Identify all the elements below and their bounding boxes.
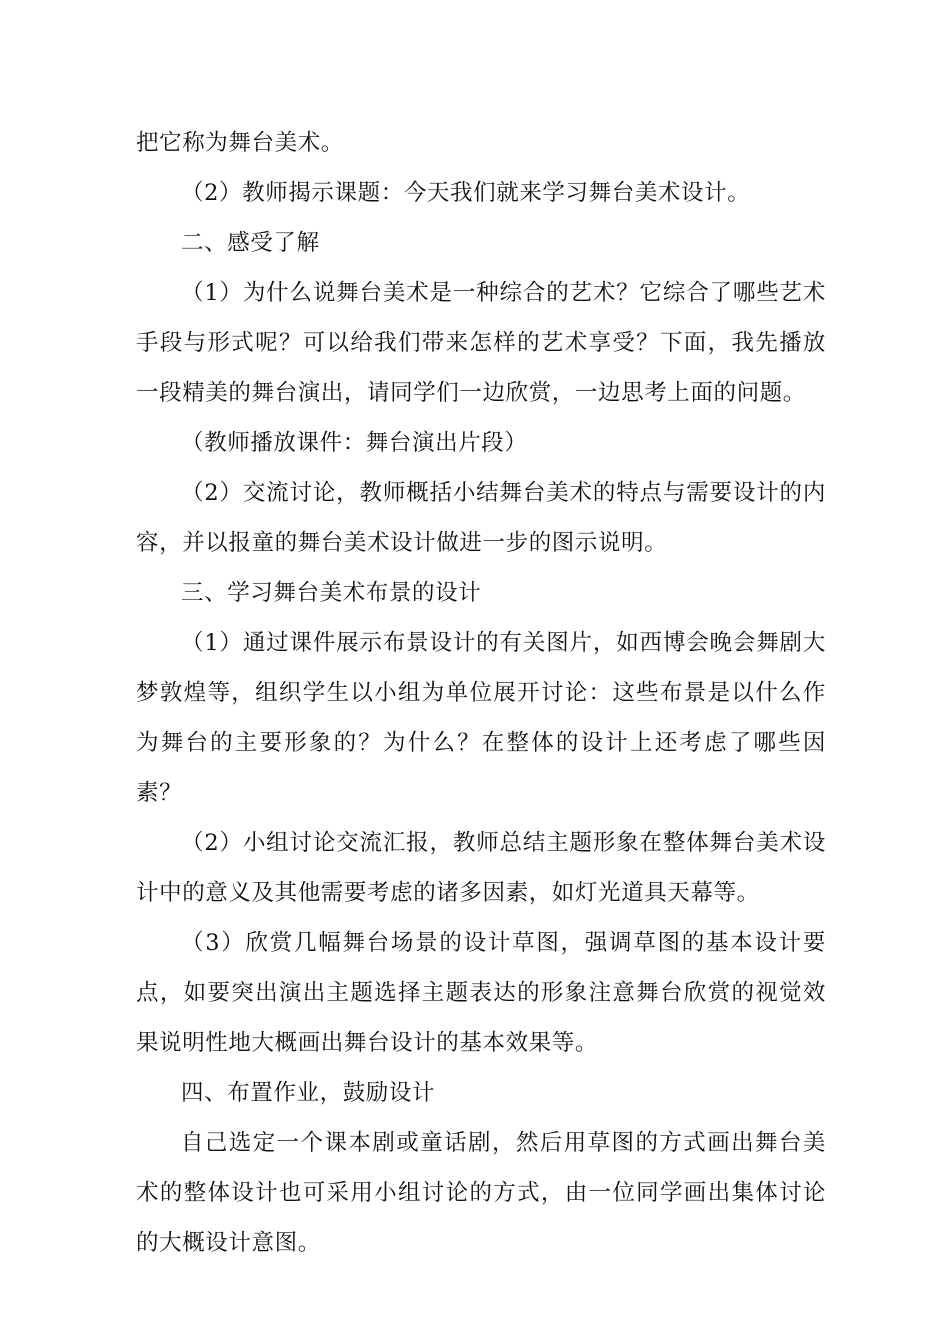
paragraph-discussion: （2）交流讨论，教师概括小结舞台美术的特点与需要设计的内容，并以报童的舞台美术设计做进一步的图示说明。 [136,480,826,556]
document-body [136,118,826,1268]
paragraph-sketch-points: （3）欣赏几幅舞台场景的设计草图，强调草图的基本设计要点，如要突出演出主题选择主题表达的形象注意舞台欣赏的视觉效果说明性地大概画出舞台设计的基本效果等。 [136,930,826,1056]
paragraph-questions: （1）为什么说舞台美术是一种综合的艺术？它综合了哪些艺术手段与形式呢？可以给我们带来怎样的艺术享受？下面，我先播放一段精美的舞台演出，请同学们一边欣赏，一边思考上面的问题。 [136,280,826,406]
paragraph-homework: 自己选定一个课本剧或童话剧，然后用草图的方式画出舞台美术的整体设计也可采用小组讨论的方式，由一位同学画出集体讨论的大概设计意图。 [136,1130,826,1256]
paragraph-continuation: 把它称为舞台美术。 [136,130,344,156]
paragraph-courseware-note: （教师播放课件：舞台演出片段） [181,430,528,456]
section-heading-2: 二、感受了解 [181,230,320,256]
section-heading-4: 四、布置作业，鼓励设计 [181,1080,436,1106]
section-heading-3: 三、学习舞台美术布景的设计 [181,580,482,606]
paragraph-scenery-images: （1）通过课件展示布景设计的有关图片，如西博会晚会舞剧大梦敦煌等，组织学生以小组为单位展开讨论：这些布景是以什么作为舞台的主要形象的？为什么？在整体的设计上还考虑了哪些因素？ [136,630,826,806]
paragraph-reveal-topic: （2）教师揭示课题：今天我们就来学习舞台美术设计。 [181,180,751,206]
paragraph-group-report: （2）小组讨论交流汇报，教师总结主题形象在整体舞台美术设计中的意义及其他需要考虑的诸多因素，如灯光道具天幕等。 [136,830,826,906]
